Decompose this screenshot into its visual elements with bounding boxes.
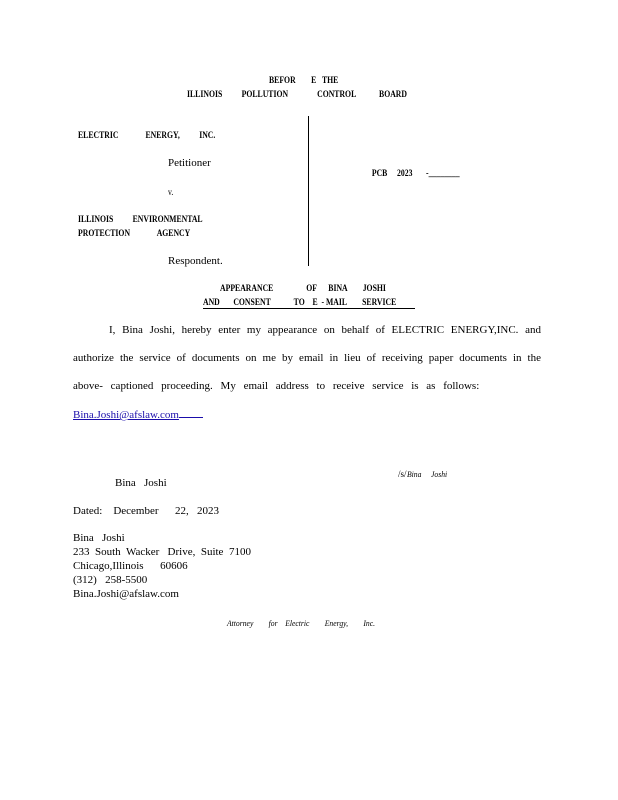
email-link[interactable]: Bina.Joshi@afslaw.com (73, 409, 179, 421)
attorney-for-line: Attorney for Electric Energy, Inc. (227, 618, 376, 628)
case-number (368, 158, 460, 178)
petitioner-name: ELECTRIC ENERGY, INC. (78, 130, 216, 140)
caption-line-2: ILLINOIS POLLUTION CONTROL BOARD (187, 89, 407, 99)
respondent-name-1: ILLINOIS ENVIRONMENTAL (78, 214, 203, 224)
email-link-wrapper (73, 407, 203, 421)
email-link-underline-extension (179, 407, 203, 418)
versus: v. (168, 187, 174, 197)
heading-line-2: AND CONSENT TO E - MAIL SERVICE (203, 297, 397, 307)
heading-underline (203, 308, 415, 309)
address-phone: (312) 258-5500 (73, 574, 148, 586)
electronic-signature (398, 464, 451, 482)
case-number-label: PCB 2023 - (371, 168, 429, 178)
caption-line-1: BEFOR E THE (269, 75, 339, 85)
printed-name: Bina Joshi (115, 477, 167, 489)
address-name: Bina Joshi (73, 532, 125, 544)
respondent-role: Respondent. (168, 255, 223, 267)
address-email: Bina.Joshi@afslaw.com (73, 588, 179, 600)
address-street: 233 South Wacker Drive, Suite 7100 (73, 546, 251, 558)
body-line-1: I, Bina Joshi, hereby enter my appearance on behalf of ELECTRIC ENERGY,INC. and (109, 324, 541, 336)
signature-name: Bina Joshi (406, 469, 447, 479)
respondent-name-2: PROTECTION AGENCY (78, 228, 191, 238)
address-city: Chicago,Illinois 60606 (73, 560, 188, 572)
case-number-blank: ________ (428, 168, 460, 178)
dated-line: Dated: December 22, 2023 (73, 505, 220, 517)
petitioner-role: Petitioner (168, 157, 211, 169)
body-line-2: authorize the service of documents on me by email in lieu of receiving paper documents in the (73, 352, 541, 364)
caption-divider (308, 116, 309, 266)
signature-prefix: /s/ (398, 469, 407, 479)
body-line-3: above- captioned proceeding. My email address to receive service is as follows: (73, 380, 480, 392)
heading-line-1: APPEARANCE OF BINA JOSHI (220, 283, 386, 293)
